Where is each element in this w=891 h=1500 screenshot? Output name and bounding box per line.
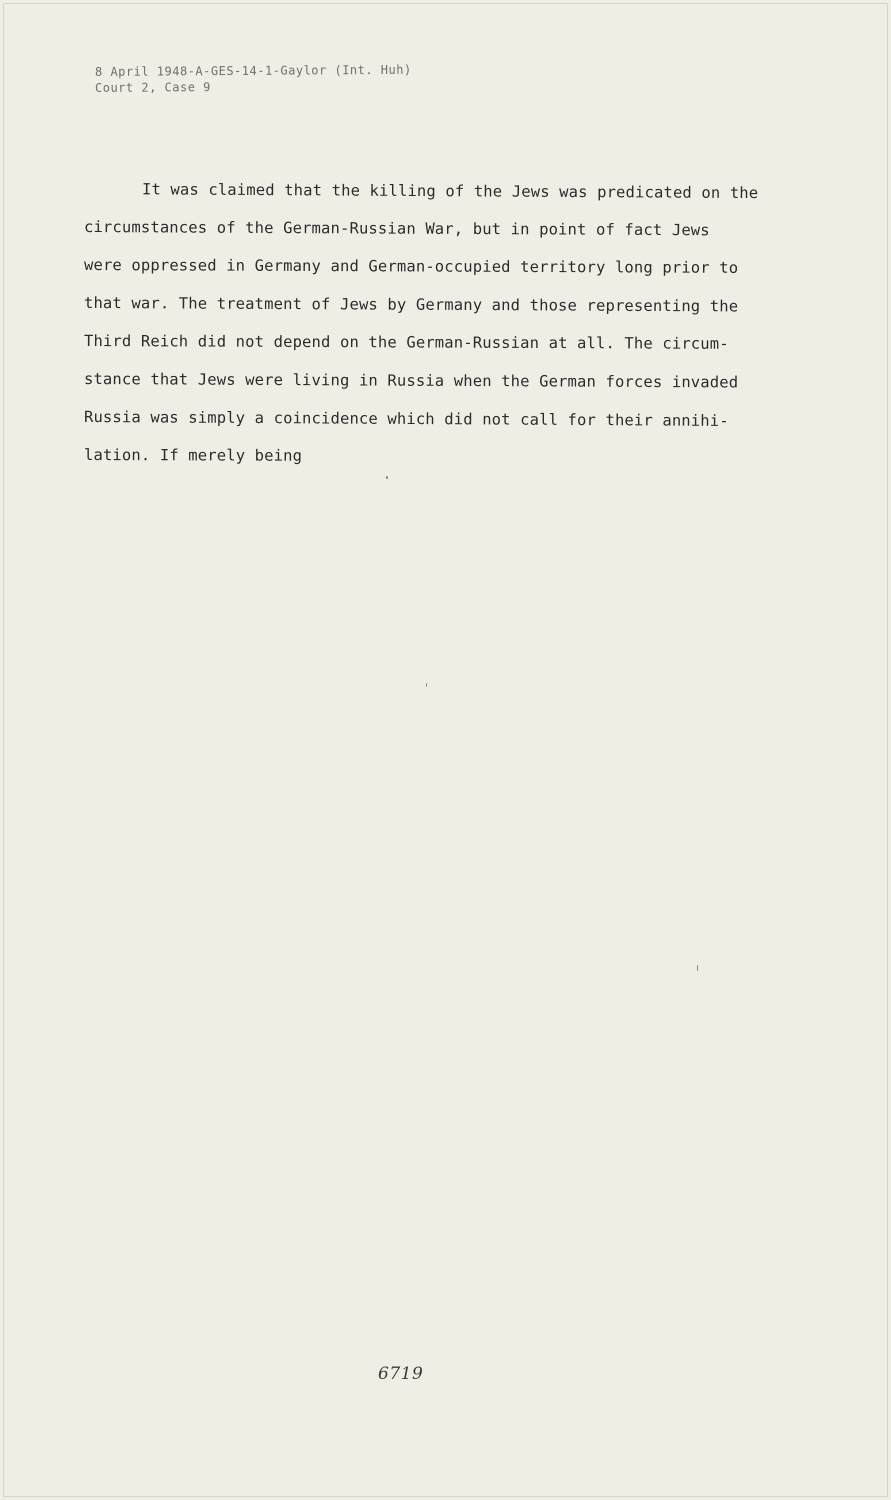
body-line-2: circumstances of the German-Russian War, but in point of fact Jews	[83, 218, 710, 240]
body-line-1: It was claimed that the killing of the Jews was predicated on the	[141, 180, 759, 203]
body-line-8: lation. If merely being	[83, 446, 303, 465]
page-number: 6719	[378, 1364, 424, 1384]
header-date-line: 8 April 1948-A-GES-14-1-Gaylor (Int. Huh)	[94, 62, 412, 79]
body-line-6: stance that Jews were living in Russia when the German forces invaded	[83, 370, 739, 392]
header-court-line: Court 2, Case 9	[94, 80, 211, 95]
paper-speck	[386, 476, 388, 479]
body-line-7: Russia was simply a coincidence which did not call for their annihi-	[83, 408, 729, 430]
body-line-3: were oppressed in Germany and German-occupied territory long prior to	[83, 256, 739, 277]
document-body	[84, 170, 784, 474]
paper-speck	[426, 683, 427, 687]
body-line-5: Third Reich did not depend on the German-Russian at all. The circum-	[83, 332, 729, 353]
document-header	[95, 64, 412, 96]
paper-speck	[697, 965, 698, 971]
body-line-4: that war. The treatment of Jews by Germany and those representing the	[83, 294, 739, 316]
